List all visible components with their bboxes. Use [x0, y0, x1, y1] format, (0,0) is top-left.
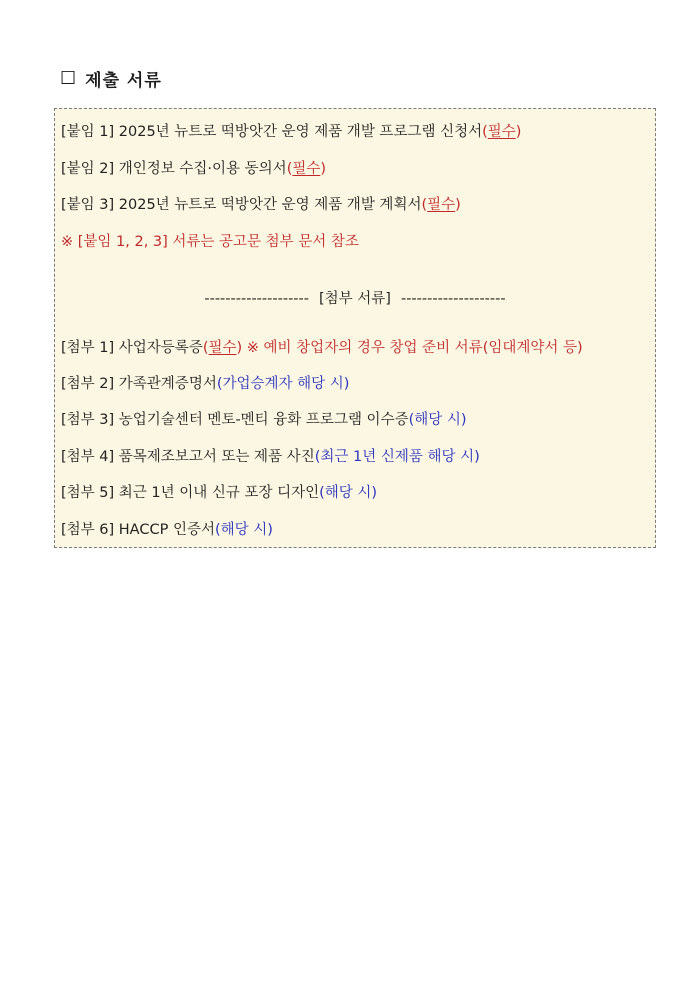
supporting-doc-text: HACCP 인증서: [118, 522, 215, 538]
required-note-close: ): [320, 161, 327, 177]
supporting-doc-label: [첨부 5]: [61, 485, 115, 501]
supporting-doc-text: 가족관계증명서: [118, 376, 217, 392]
checkbox-square-icon: ☐: [60, 68, 78, 89]
required-note-close: ): [236, 340, 243, 356]
supporting-doc-text: 농업기술센터 멘토-멘티 융화 프로그램 이수증: [118, 412, 409, 428]
required-note-open: (: [286, 161, 293, 177]
divider-dashes-left: --------------------: [204, 291, 310, 307]
supporting-doc-4: [61, 447, 480, 467]
reference-note: ※ [붙임 1, 2, 3] 서류는 공고문 첨부 문서 참조: [61, 234, 359, 250]
conditional-note: (해당 시): [408, 412, 467, 428]
supporting-doc-text: 품목제조보고서 또는 제품 사진: [118, 449, 315, 465]
attachment-text: 2025년 뉴트로 떡방앗간 운영 제품 개발 프로그램 신청서: [118, 124, 483, 140]
required-note: 필수: [487, 124, 516, 140]
supporting-doc-label: [첨부 3]: [61, 412, 115, 428]
conditional-note: (해당 시): [319, 485, 378, 501]
attachment-label: [붙임 2]: [61, 161, 115, 177]
startup-note: ※ 예비 창업자의 경우 창업 준비 서류(임대계약서 등): [242, 340, 583, 356]
required-note-open: (: [202, 340, 209, 356]
supporting-doc-text: 최근 1년 이내 신규 포장 디자인: [118, 485, 320, 501]
attachment-item-3: [61, 195, 461, 215]
supporting-doc-1: [61, 338, 583, 358]
supporting-doc-label: [첨부 4]: [61, 449, 115, 465]
conditional-note: (최근 1년 신제품 해당 시): [314, 449, 480, 465]
required-note-close: ): [515, 124, 522, 140]
supporting-doc-3: [61, 410, 467, 430]
divider-label: [첨부 서류]: [319, 291, 391, 307]
attachments-divider: [55, 289, 655, 309]
supporting-doc-2: [61, 374, 349, 394]
required-note: 필수: [292, 161, 321, 177]
documents-box: [54, 108, 656, 548]
section-title: 제출 서류: [85, 71, 162, 91]
section-heading: [60, 66, 162, 91]
attachment-item-1: [61, 122, 521, 142]
conditional-note: (해당 시): [214, 522, 273, 538]
supporting-doc-label: [첨부 1]: [61, 340, 115, 356]
required-note-close: ): [455, 197, 461, 213]
attachment-text: 개인정보 수집·이용 동의서: [118, 161, 287, 177]
supporting-doc-6: [61, 520, 273, 540]
attachment-label: [붙임 1]: [61, 124, 115, 140]
supporting-doc-5: [61, 483, 377, 503]
supporting-doc-text: 사업자등록증: [118, 340, 203, 356]
supporting-doc-label: [첨부 6]: [61, 522, 115, 538]
required-note-open: (: [421, 197, 428, 213]
attachment-item-2: [61, 159, 326, 179]
required-note-open: (: [482, 124, 488, 140]
attachment-label: [붙임 3]: [61, 197, 115, 213]
attachment-text: 2025년 뉴트로 떡방앗간 운영 제품 개발 계획서: [118, 197, 422, 213]
required-note: 필수: [427, 197, 456, 213]
divider-dashes-right: --------------------: [400, 291, 506, 307]
required-note: 필수: [208, 340, 237, 356]
conditional-note: (가업승계자 해당 시): [216, 376, 350, 392]
supporting-doc-label: [첨부 2]: [61, 376, 115, 392]
